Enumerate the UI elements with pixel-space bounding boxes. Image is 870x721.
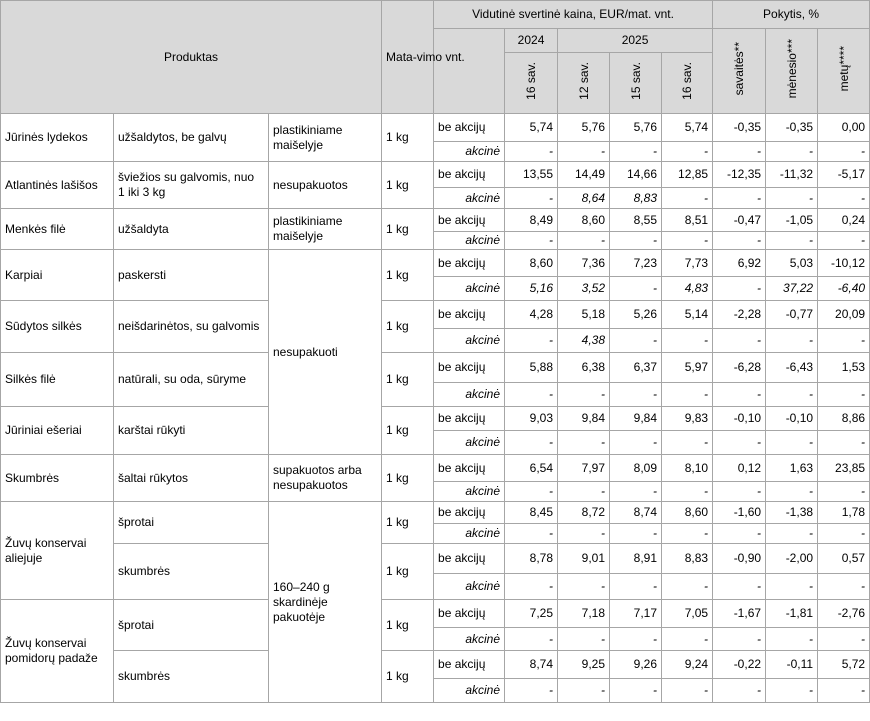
price-value: 9,01: [558, 544, 610, 574]
change-value: 0,12: [713, 455, 766, 482]
price-value: 4,28: [505, 301, 558, 329]
price-value: 6,37: [610, 353, 662, 383]
change-value: -0,22: [713, 651, 766, 679]
change-value: -: [818, 482, 870, 502]
product-unit: 1 kg: [382, 600, 434, 651]
change-value: -: [713, 277, 766, 301]
change-value: -0,10: [766, 407, 818, 431]
price-value: 14,49: [558, 162, 610, 188]
price-type-label: akcinė: [434, 628, 505, 651]
price-value: 6,54: [505, 455, 558, 482]
price-value: -: [662, 628, 713, 651]
change-value: -: [713, 383, 766, 407]
price-value: 9,83: [662, 407, 713, 431]
price-value: 5,18: [558, 301, 610, 329]
price-value: 5,88: [505, 353, 558, 383]
price-value: 5,14: [662, 301, 713, 329]
price-value: 8,64: [558, 188, 610, 209]
price-value: -: [662, 482, 713, 502]
change-value: 1,63: [766, 455, 818, 482]
product-name: Žuvų konservai pomidorų padaže: [1, 600, 114, 703]
price-type-label: be akcijų: [434, 502, 505, 524]
change-value: -: [713, 524, 766, 544]
change-value: -: [818, 188, 870, 209]
price-value: 8,51: [662, 209, 713, 232]
change-value: -0,35: [766, 114, 818, 142]
product-name: Silkės filė: [1, 353, 114, 407]
price-value: -: [610, 524, 662, 544]
change-value: 1,78: [818, 502, 870, 524]
price-value: -: [662, 142, 713, 162]
change-value: -: [713, 574, 766, 600]
change-value: 0,24: [818, 209, 870, 232]
header-change-year: [818, 29, 870, 114]
change-value: -11,32: [766, 162, 818, 188]
header-change-month-label: mėnesio***: [784, 39, 799, 99]
change-value: -10,12: [818, 250, 870, 277]
table-row: [1, 600, 870, 628]
product-description: šprotai: [114, 502, 269, 544]
price-value: -: [610, 329, 662, 353]
product-packaging: plastikiniame maišelyje: [269, 114, 382, 162]
price-value: 7,36: [558, 250, 610, 277]
change-value: -12,35: [713, 162, 766, 188]
price-type-label: be akcijų: [434, 455, 505, 482]
price-type-label: be akcijų: [434, 407, 505, 431]
product-description: karštai rūkyti: [114, 407, 269, 455]
price-value: -: [662, 524, 713, 544]
change-value: -: [713, 431, 766, 455]
header-year-2024: 2024: [505, 29, 558, 53]
price-value: 8,74: [505, 651, 558, 679]
product-unit: 1 kg: [382, 209, 434, 250]
product-description: natūrali, su oda, sūryme: [114, 353, 269, 407]
price-value: 7,17: [610, 600, 662, 628]
change-value: -: [766, 142, 818, 162]
price-value: -: [558, 628, 610, 651]
header-change-week-label: savaitės**: [732, 42, 747, 96]
change-value: -: [713, 232, 766, 250]
price-value: -: [558, 574, 610, 600]
table-row: [1, 455, 870, 482]
change-value: -1,81: [766, 600, 818, 628]
price-value: 9,84: [558, 407, 610, 431]
change-value: -6,28: [713, 353, 766, 383]
change-value: -: [713, 628, 766, 651]
price-type-label: akcinė: [434, 482, 505, 502]
change-value: -1,60: [713, 502, 766, 524]
price-type-label: akcinė: [434, 232, 505, 250]
change-value: -: [818, 524, 870, 544]
change-value: -: [818, 232, 870, 250]
price-value: -: [610, 232, 662, 250]
change-value: -: [713, 482, 766, 502]
table-row: [1, 250, 870, 277]
price-value: 5,76: [558, 114, 610, 142]
price-value: -: [505, 431, 558, 455]
price-value: 9,26: [610, 651, 662, 679]
price-value: 5,76: [610, 114, 662, 142]
change-value: -: [818, 383, 870, 407]
price-value: 5,16: [505, 277, 558, 301]
price-value: -: [662, 188, 713, 209]
product-description: paskersti: [114, 250, 269, 301]
price-value: 9,03: [505, 407, 558, 431]
price-value: 3,52: [558, 277, 610, 301]
price-value: -: [505, 188, 558, 209]
price-value: -: [558, 383, 610, 407]
price-value: -: [662, 431, 713, 455]
change-value: -0,77: [766, 301, 818, 329]
price-value: 9,84: [610, 407, 662, 431]
change-value: -: [818, 574, 870, 600]
product-packaging: nesupakuotos: [269, 162, 382, 209]
change-value: 8,86: [818, 407, 870, 431]
product-description: neišdarinėtos, su galvomis: [114, 301, 269, 353]
change-value: -: [766, 188, 818, 209]
price-value: 6,38: [558, 353, 610, 383]
change-value: -: [818, 628, 870, 651]
price-value: 8,45: [505, 502, 558, 524]
change-value: -: [818, 329, 870, 353]
product-name: Jūrinės lydekos: [1, 114, 114, 162]
price-value: 14,66: [610, 162, 662, 188]
price-value: 5,74: [662, 114, 713, 142]
price-value: 8,78: [505, 544, 558, 574]
header-week-label: 16 sav.: [524, 62, 539, 100]
price-value: -: [505, 232, 558, 250]
product-description: šprotai: [114, 600, 269, 651]
price-value: -: [662, 574, 713, 600]
price-value: -: [662, 329, 713, 353]
price-value: 8,74: [610, 502, 662, 524]
price-type-label: akcinė: [434, 383, 505, 407]
price-value: -: [505, 628, 558, 651]
price-type-label: be akcijų: [434, 209, 505, 232]
price-value: 7,25: [505, 600, 558, 628]
change-value: -: [766, 679, 818, 703]
change-value: -1,05: [766, 209, 818, 232]
change-value: -0,47: [713, 209, 766, 232]
table-row: [1, 502, 870, 524]
change-value: -: [766, 431, 818, 455]
price-value: -: [558, 142, 610, 162]
change-value: 37,22: [766, 277, 818, 301]
price-type-label: be akcijų: [434, 651, 505, 679]
product-packaging: 160–240 g skardinėje pakuotėje: [269, 502, 382, 703]
header-week-2025-12: [558, 53, 610, 114]
product-packaging: plastikiniame maišelyje: [269, 209, 382, 250]
price-value: -: [610, 482, 662, 502]
price-value: 5,97: [662, 353, 713, 383]
change-value: 23,85: [818, 455, 870, 482]
price-type-label: akcinė: [434, 524, 505, 544]
price-type-label: be akcijų: [434, 544, 505, 574]
price-value: 4,83: [662, 277, 713, 301]
change-value: -: [818, 142, 870, 162]
price-value: -: [558, 431, 610, 455]
price-value: 9,24: [662, 651, 713, 679]
header-week-label: 16 sav.: [680, 62, 695, 100]
product-unit: 1 kg: [382, 544, 434, 600]
product-description: šviežios su galvomis, nuo 1 iki 3 kg: [114, 162, 269, 209]
price-value: -: [558, 482, 610, 502]
price-value: 13,55: [505, 162, 558, 188]
price-value: 8,83: [662, 544, 713, 574]
change-value: -: [766, 574, 818, 600]
change-value: -: [713, 142, 766, 162]
change-value: -: [766, 383, 818, 407]
table-row: [1, 407, 870, 431]
product-name: Karpiai: [1, 250, 114, 301]
price-value: 8,49: [505, 209, 558, 232]
price-value: 9,25: [558, 651, 610, 679]
product-name: Sūdytos silkės: [1, 301, 114, 353]
product-packaging: supakuotos arba nesupakuotos: [269, 455, 382, 502]
change-value: -6,43: [766, 353, 818, 383]
price-value: -: [610, 628, 662, 651]
table-row: [1, 353, 870, 383]
price-value: 5,74: [505, 114, 558, 142]
price-type-label: be akcijų: [434, 114, 505, 142]
product-description: užšaldyta: [114, 209, 269, 250]
product-description: skumbrės: [114, 544, 269, 600]
product-name: Atlantinės lašišos: [1, 162, 114, 209]
table-row: [1, 651, 870, 679]
price-value: -: [610, 142, 662, 162]
change-value: -0,10: [713, 407, 766, 431]
product-unit: 1 kg: [382, 407, 434, 455]
change-value: -: [713, 679, 766, 703]
price-value: -: [662, 383, 713, 407]
change-value: -: [766, 232, 818, 250]
price-type-label: akcinė: [434, 679, 505, 703]
table-row: [1, 162, 870, 188]
price-value: 7,05: [662, 600, 713, 628]
product-unit: 1 kg: [382, 250, 434, 301]
price-value: -: [610, 574, 662, 600]
price-type-label: be akcijų: [434, 250, 505, 277]
product-unit: 1 kg: [382, 651, 434, 703]
change-value: 6,92: [713, 250, 766, 277]
table-row: [1, 209, 870, 232]
product-unit: 1 kg: [382, 502, 434, 544]
price-value: -: [662, 232, 713, 250]
product-unit: 1 kg: [382, 301, 434, 353]
table-row: [1, 301, 870, 329]
price-value: -: [505, 329, 558, 353]
price-value: -: [558, 679, 610, 703]
product-name: Jūriniai ešeriai: [1, 407, 114, 455]
price-value: 8,55: [610, 209, 662, 232]
price-value: 4,38: [558, 329, 610, 353]
product-unit: 1 kg: [382, 455, 434, 502]
price-value: 8,60: [558, 209, 610, 232]
price-type-label: be akcijų: [434, 600, 505, 628]
change-value: -2,28: [713, 301, 766, 329]
price-value: -: [505, 482, 558, 502]
price-type-label: akcinė: [434, 431, 505, 455]
product-name: Menkės filė: [1, 209, 114, 250]
header-change-year-label: metų****: [836, 46, 851, 92]
price-value: 8,91: [610, 544, 662, 574]
price-type-label: be akcijų: [434, 162, 505, 188]
product-description: užšaldytos, be galvų: [114, 114, 269, 162]
price-value: -: [505, 142, 558, 162]
table-row: [1, 114, 870, 142]
price-type-label: akcinė: [434, 329, 505, 353]
product-unit: 1 kg: [382, 114, 434, 162]
price-value: 8,72: [558, 502, 610, 524]
price-type-label: akcinė: [434, 574, 505, 600]
price-value: -: [610, 277, 662, 301]
change-value: -0,11: [766, 651, 818, 679]
header-week-2025-16: [662, 53, 713, 114]
price-value: -: [505, 524, 558, 544]
change-value: -0,90: [713, 544, 766, 574]
change-value: -0,35: [713, 114, 766, 142]
change-value: -: [818, 431, 870, 455]
price-type-label: akcinė: [434, 142, 505, 162]
price-value: 8,60: [505, 250, 558, 277]
price-type-label: be akcijų: [434, 353, 505, 383]
change-value: -1,67: [713, 600, 766, 628]
header-pokytis: Pokytis, %: [713, 1, 870, 29]
change-value: -: [766, 329, 818, 353]
price-value: 5,26: [610, 301, 662, 329]
product-description: šaltai rūkytos: [114, 455, 269, 502]
change-value: -: [766, 628, 818, 651]
header-matavimo-vnt: [382, 1, 465, 114]
header-matavimo-label: Mata-vimo vnt.: [386, 49, 465, 64]
change-value: -1,38: [766, 502, 818, 524]
price-value: 7,97: [558, 455, 610, 482]
header-produktas: Produktas: [1, 1, 382, 114]
price-type-label: be akcijų: [434, 301, 505, 329]
product-unit: 1 kg: [382, 162, 434, 209]
price-value: 7,23: [610, 250, 662, 277]
change-value: 1,53: [818, 353, 870, 383]
price-type-label: akcinė: [434, 277, 505, 301]
price-value: 7,73: [662, 250, 713, 277]
change-value: 0,57: [818, 544, 870, 574]
product-name: Žuvų konservai aliejuje: [1, 502, 114, 600]
change-value: -6,40: [818, 277, 870, 301]
header-blank: [434, 29, 505, 114]
change-value: 0,00: [818, 114, 870, 142]
product-unit: 1 kg: [382, 353, 434, 407]
header-year-2025: 2025: [558, 29, 713, 53]
price-value: 12,85: [662, 162, 713, 188]
change-value: 5,03: [766, 250, 818, 277]
change-value: -5,17: [818, 162, 870, 188]
price-value: -: [610, 679, 662, 703]
price-value: -: [662, 679, 713, 703]
change-value: -: [713, 329, 766, 353]
change-value: -2,76: [818, 600, 870, 628]
price-value: -: [505, 679, 558, 703]
price-value: -: [610, 383, 662, 407]
header-change-month: [766, 29, 818, 114]
price-type-label: akcinė: [434, 188, 505, 209]
header-kaina: Vidutinė svertinė kaina, EUR/mat. vnt.: [434, 1, 713, 29]
product-description: skumbrės: [114, 651, 269, 703]
header-change-week: [713, 29, 766, 114]
product-packaging: nesupakuoti: [269, 250, 382, 455]
product-name: Skumbrės: [1, 455, 114, 502]
header-week-label: 15 sav.: [628, 62, 643, 100]
header-week-2024-16: [505, 53, 558, 114]
price-value: 7,18: [558, 600, 610, 628]
change-value: -2,00: [766, 544, 818, 574]
table-row: [1, 544, 870, 574]
change-value: -: [713, 188, 766, 209]
price-value: -: [505, 574, 558, 600]
header-week-2025-15: [610, 53, 662, 114]
change-value: 5,72: [818, 651, 870, 679]
change-value: -: [818, 679, 870, 703]
price-value: 8,10: [662, 455, 713, 482]
header-week-label: 12 sav.: [576, 62, 591, 100]
change-value: -: [766, 524, 818, 544]
price-value: -: [558, 524, 610, 544]
price-value: 8,09: [610, 455, 662, 482]
change-value: -: [766, 482, 818, 502]
price-value: 8,83: [610, 188, 662, 209]
price-value: -: [505, 383, 558, 407]
change-value: 20,09: [818, 301, 870, 329]
price-value: -: [610, 431, 662, 455]
price-value: 8,60: [662, 502, 713, 524]
price-value: -: [558, 232, 610, 250]
